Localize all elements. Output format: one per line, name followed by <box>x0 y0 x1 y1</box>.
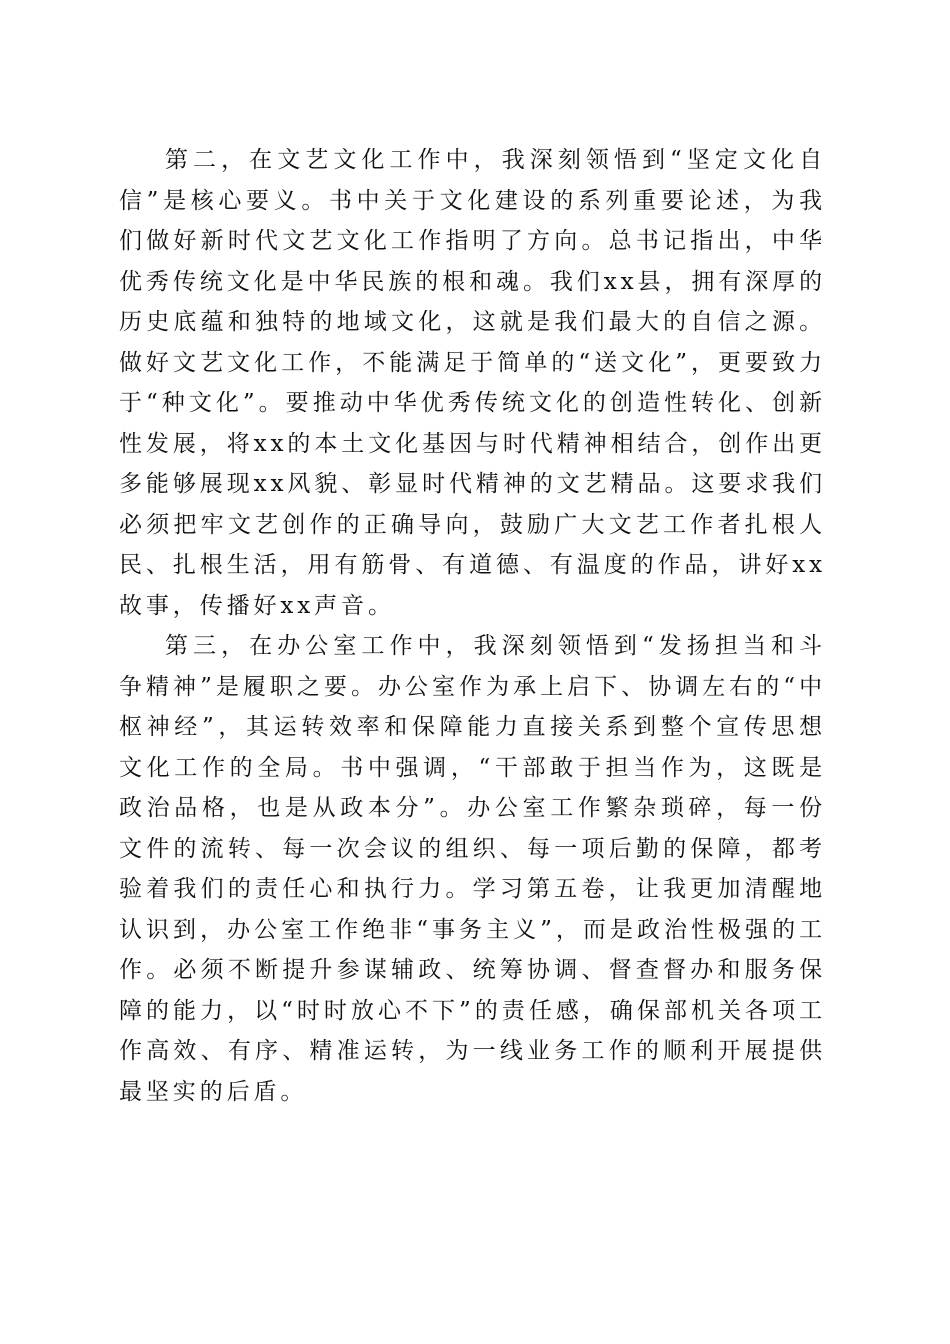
paragraph-culture-confidence: 第二，在文艺文化工作中，我深刻领悟到“坚定文化自信”是核心要义。书中关于文化建设的系列重要论述，为我们做好新时代文艺文化工作指明了方向。总书记指出，中华优秀传统文化是中华民族的根和魂。我们xx县，拥有深厚的历史底蕴和独特的地域文化，这就是我们最大的自信之源。做好文艺文化工作，不能满足于简单的“送文化”，更要致力于“种文化”。要推动中华优秀传统文化的创造性转化、创新性发展，将xx的本土文化基因与时代精神相结合，创作出更多能够展现xx风貌、彰显时代精神的文艺精品。这要求我们必须把牢文艺创作的正确导向，鼓励广大文艺工作者扎根人民、扎根生活，用有筋骨、有道德、有温度的作品，讲好xx故事，传播好xx声音。 <box>119 147 826 619</box>
document-body <box>119 140 826 1112</box>
paragraph-office-work: 第三，在办公室工作中，我深刻领悟到“发扬担当和斗争精神”是履职之要。办公室作为承上启下、协调左右的“中枢神经”，其运转效率和保障能力直接关系到整个宣传思想文化工作的全局。书中强调，“干部敢于担当作为，这既是政治品格，也是从政本分”。办公室工作繁杂琐碎，每一份文件的流转、每一次会议的组织、每一项后勤的保障，都考验着我们的责任心和执行力。学习第五卷，让我更加清醒地认识到，办公室工作绝非“事务主义”，而是政治性极强的工作。必须不断提升参谋辅政、统筹协调、督查督办和服务保障的能力，以“时时放心不下”的责任感，确保部机关各项工作高效、有序、精准运转，为一线业务工作的顺利开展提供最坚实的后盾。 <box>119 633 826 1105</box>
